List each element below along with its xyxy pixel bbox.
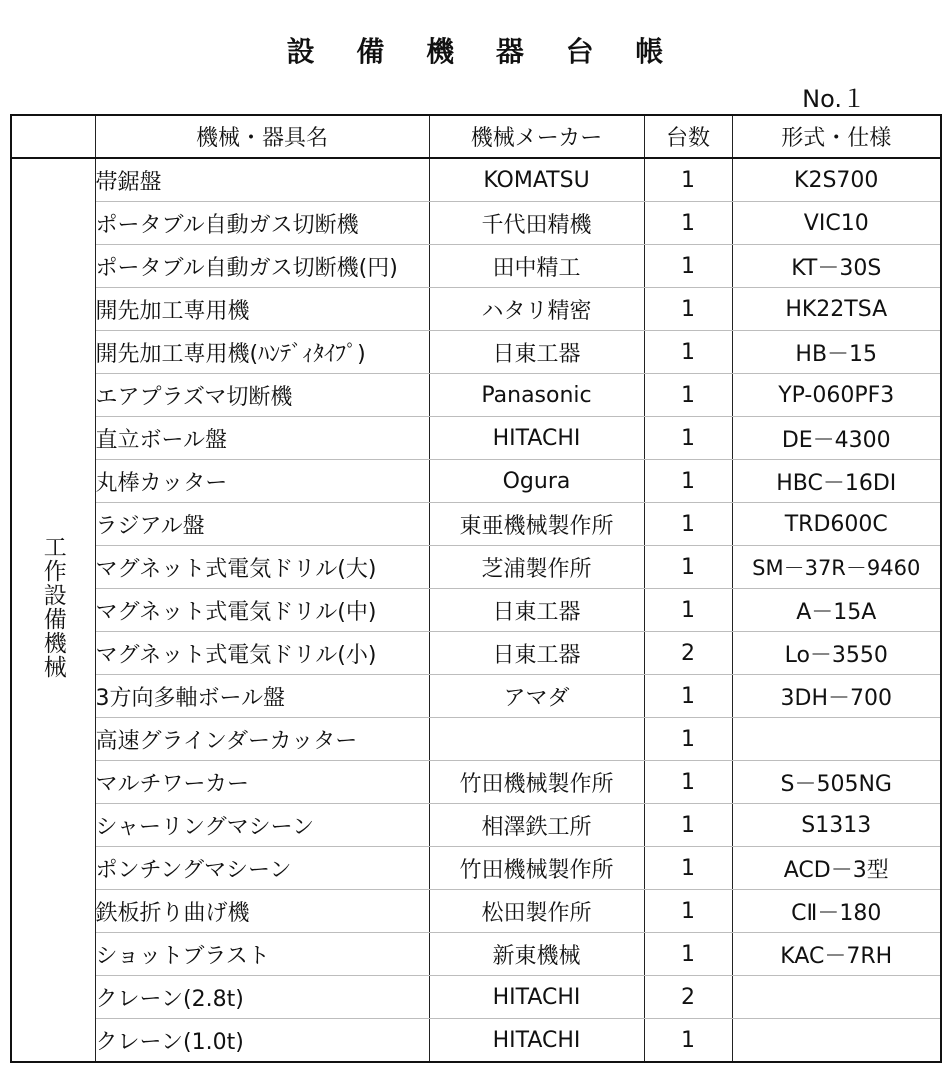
equipment-name-cell: エアプラズマ切断機 xyxy=(95,374,429,417)
maker-cell: ハタリ精密 xyxy=(429,288,644,331)
quantity-cell: 1 xyxy=(644,460,732,503)
spec-cell: TRD600C xyxy=(732,503,941,546)
quantity-cell: 1 xyxy=(644,503,732,546)
table-row xyxy=(11,761,941,804)
spec-cell: YP-060PF3 xyxy=(732,374,941,417)
equipment-name-cell: 帯鋸盤 xyxy=(95,158,429,202)
quantity-cell: 1 xyxy=(644,933,732,976)
quantity-cell: 1 xyxy=(644,718,732,761)
maker-cell: 日東工器 xyxy=(429,331,644,374)
maker-column-header: 機械メーカー xyxy=(429,115,644,158)
table-row xyxy=(11,804,941,847)
spec-column-header: 形式・仕様 xyxy=(732,115,941,158)
spec-cell: S－505NG xyxy=(732,761,941,804)
maker-cell: HITACHI xyxy=(429,1019,644,1063)
equipment-name-cell: クレーン(1.0t) xyxy=(95,1019,429,1063)
table-row xyxy=(11,718,941,761)
equipment-name-cell: ショットブラスト xyxy=(95,933,429,976)
spec-cell: HK22TSA xyxy=(732,288,941,331)
table-row xyxy=(11,546,941,589)
equipment-name-cell: 鉄板折り曲げ機 xyxy=(95,890,429,933)
table-row xyxy=(11,847,941,890)
table-row xyxy=(11,890,941,933)
maker-cell: 竹田機械製作所 xyxy=(429,761,644,804)
table-row xyxy=(11,675,941,718)
equipment-name-cell: ポータブル自動ガス切断機(円) xyxy=(95,245,429,288)
quantity-cell: 1 xyxy=(644,331,732,374)
maker-cell: 新東機械 xyxy=(429,933,644,976)
table-row xyxy=(11,202,941,245)
maker-cell: 相澤鉄工所 xyxy=(429,804,644,847)
document-title: 設 備 機 器 台 帳 xyxy=(286,35,680,68)
table-header-row xyxy=(11,115,941,158)
spec-cell: HBC－16DI xyxy=(732,460,941,503)
maker-cell: 日東工器 xyxy=(429,589,644,632)
maker-cell: 芝浦製作所 xyxy=(429,546,644,589)
spec-cell: KT－30S xyxy=(732,245,941,288)
quantity-cell: 1 xyxy=(644,245,732,288)
quantity-cell: 1 xyxy=(644,202,732,245)
quantity-cell: 1 xyxy=(644,158,732,202)
table-row xyxy=(11,1019,941,1063)
equipment-name-cell: 高速グラインダーカッター xyxy=(95,718,429,761)
maker-cell: HITACHI xyxy=(429,417,644,460)
table-row xyxy=(11,245,941,288)
equipment-name-cell: ポンチングマシーン xyxy=(95,847,429,890)
quantity-cell: 1 xyxy=(644,288,732,331)
table-row xyxy=(11,933,941,976)
table-row xyxy=(11,632,941,675)
name-column-header: 機械・器具名 xyxy=(95,115,429,158)
spec-cell: KAC－7RH xyxy=(732,933,941,976)
quantity-cell: 2 xyxy=(644,632,732,675)
maker-cell xyxy=(429,718,644,761)
quantity-cell: 1 xyxy=(644,374,732,417)
table-row xyxy=(11,331,941,374)
equipment-ledger-table xyxy=(10,114,942,1063)
quantity-column-header: 台数 xyxy=(644,115,732,158)
table-body xyxy=(11,158,941,1062)
maker-cell: 千代田精機 xyxy=(429,202,644,245)
spec-cell xyxy=(732,976,941,1019)
maker-cell: 東亜機械製作所 xyxy=(429,503,644,546)
category-label: 工作設備機械 xyxy=(39,535,66,679)
equipment-name-cell: ラジアル盤 xyxy=(95,503,429,546)
spec-cell: 3DH－700 xyxy=(732,675,941,718)
maker-cell: 竹田機械製作所 xyxy=(429,847,644,890)
maker-cell: Panasonic xyxy=(429,374,644,417)
table-row xyxy=(11,460,941,503)
quantity-cell: 1 xyxy=(644,1019,732,1063)
quantity-cell: 1 xyxy=(644,761,732,804)
equipment-name-cell: マグネット式電気ドリル(中) xyxy=(95,589,429,632)
maker-cell: アマダ xyxy=(429,675,644,718)
table-row xyxy=(11,158,941,202)
quantity-cell: 1 xyxy=(644,546,732,589)
equipment-name-cell: ポータブル自動ガス切断機 xyxy=(95,202,429,245)
spec-cell: A－15A xyxy=(732,589,941,632)
page-number: No.１ xyxy=(802,85,866,113)
table-row xyxy=(11,503,941,546)
category-cell xyxy=(11,158,95,1062)
equipment-name-cell: 開先加工専用機 xyxy=(95,288,429,331)
table-row xyxy=(11,589,941,632)
maker-cell: KOMATSU xyxy=(429,158,644,202)
equipment-name-cell: マルチワーカー xyxy=(95,761,429,804)
spec-cell: ACD－3型 xyxy=(732,847,941,890)
maker-cell: Ogura xyxy=(429,460,644,503)
quantity-cell: 1 xyxy=(644,589,732,632)
equipment-name-cell: クレーン(2.8t) xyxy=(95,976,429,1019)
quantity-cell: 1 xyxy=(644,890,732,933)
maker-cell: 田中精工 xyxy=(429,245,644,288)
table-row xyxy=(11,288,941,331)
spec-cell: SM－37R－9460 xyxy=(732,546,941,589)
quantity-cell: 1 xyxy=(644,847,732,890)
quantity-cell: 1 xyxy=(644,417,732,460)
equipment-name-cell: 開先加工専用機(ﾊﾝﾃﾞｨﾀｲﾌﾟ) xyxy=(95,331,429,374)
spec-cell: VIC10 xyxy=(732,202,941,245)
maker-cell: HITACHI xyxy=(429,976,644,1019)
maker-cell: 松田製作所 xyxy=(429,890,644,933)
spec-cell: K2S700 xyxy=(732,158,941,202)
spec-cell: S1313 xyxy=(732,804,941,847)
table-row xyxy=(11,374,941,417)
equipment-name-cell: 直立ボール盤 xyxy=(95,417,429,460)
equipment-name-cell: 3方向多軸ボール盤 xyxy=(95,675,429,718)
table-row xyxy=(11,417,941,460)
spec-cell xyxy=(732,1019,941,1063)
table-row xyxy=(11,976,941,1019)
equipment-name-cell: マグネット式電気ドリル(小) xyxy=(95,632,429,675)
quantity-cell: 1 xyxy=(644,804,732,847)
spec-cell: Lo－3550 xyxy=(732,632,941,675)
spec-cell: HB－15 xyxy=(732,331,941,374)
spec-cell xyxy=(732,718,941,761)
category-column-header xyxy=(11,115,95,158)
spec-cell: CⅡ－180 xyxy=(732,890,941,933)
equipment-name-cell: 丸棒カッター xyxy=(95,460,429,503)
spec-cell: DE－4300 xyxy=(732,417,941,460)
maker-cell: 日東工器 xyxy=(429,632,644,675)
quantity-cell: 2 xyxy=(644,976,732,1019)
equipment-name-cell: マグネット式電気ドリル(大) xyxy=(95,546,429,589)
equipment-name-cell: シャーリングマシーン xyxy=(95,804,429,847)
quantity-cell: 1 xyxy=(644,675,732,718)
